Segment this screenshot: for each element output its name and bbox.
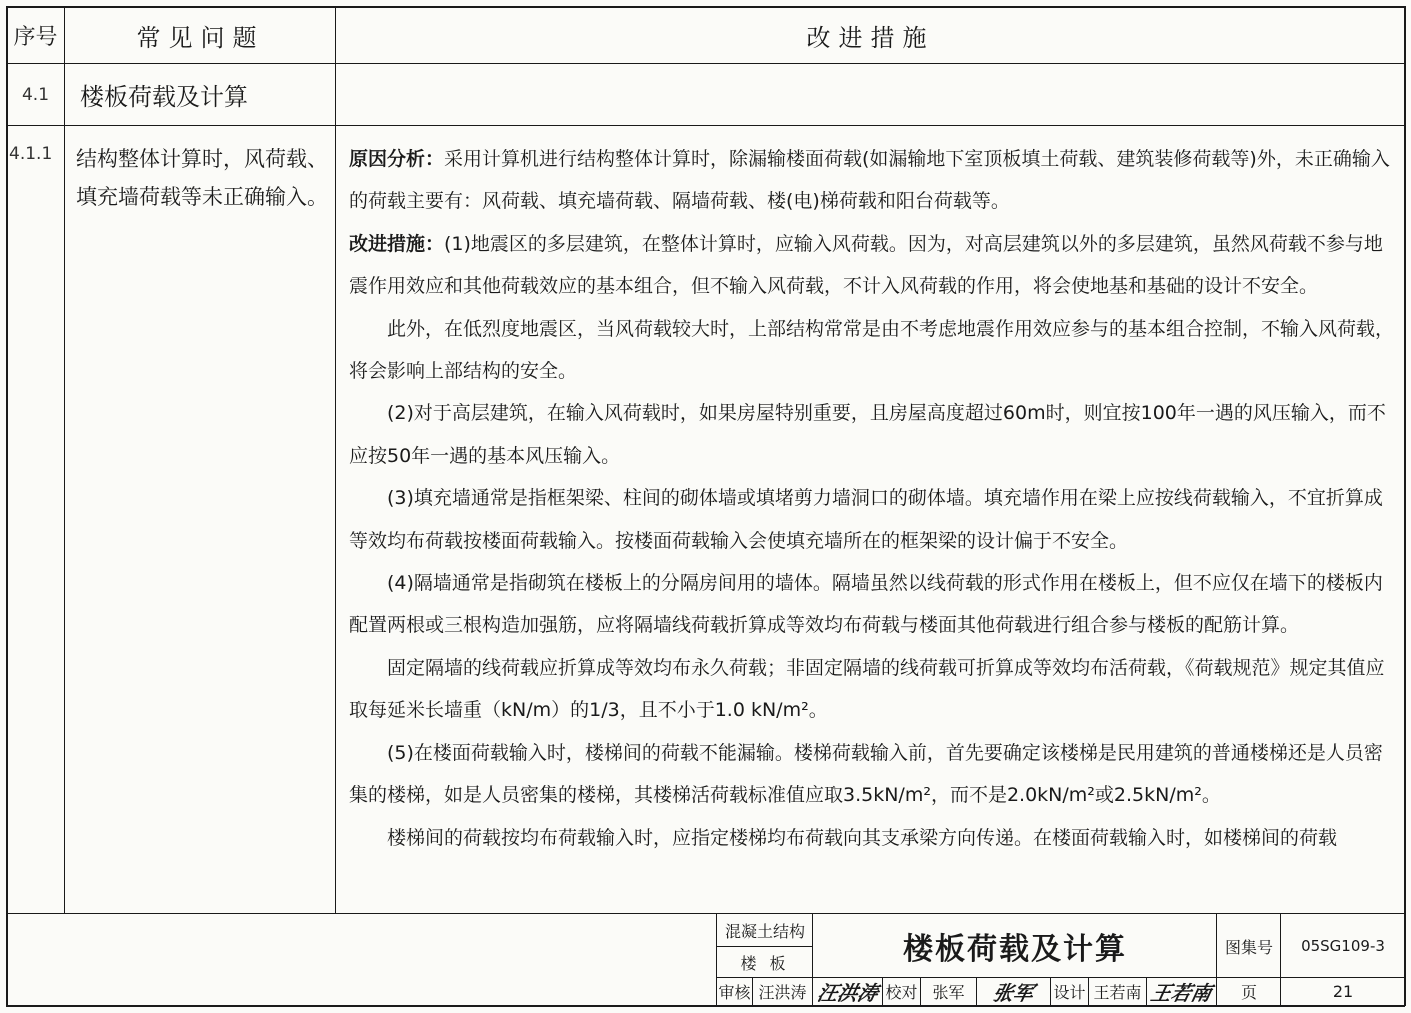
tb-divider-c (1216, 914, 1217, 1006)
item-problem-line-1: 结构整体计算时，风荷载、 (76, 147, 328, 171)
tb-category-1: 混凝土结构 (724, 922, 805, 941)
tb-reviewer: 汪洪涛 (758, 983, 807, 1002)
item-problem-line-2: 填充墙荷载等未正确输入。 (76, 185, 328, 209)
tb-checker: 张军 (932, 983, 965, 1002)
header-measure: 改进措施 (806, 24, 935, 52)
tb-divider-b (812, 914, 813, 977)
paragraph-text: (1)地震区的多层建筑，在整体计算时，应输入风荷载。因为，对高层建筑以外的多层建筑，虽然风荷载不参与地震作用效应和其他荷载效应的基本组合，但不输入风荷载，不计入风荷载的作用，将会使地基和基础的设计不安全。 (349, 232, 1383, 298)
paragraph-measure-1b: 此外，在低烈度地震区，当风荷载较大时，上部结构常常是由不考虑地震作用效应参与的基本组合控制，不输入风荷载，将会影响上部结构的安全。 (349, 317, 1395, 383)
tb-divider-d (1280, 914, 1281, 1006)
paragraph-measure-5b: 楼梯间的荷载按均布荷载输入时，应指定楼梯均布荷载向其支承梁方向传递。在楼面荷载输入时，如楼梯间的荷载 (387, 826, 1338, 849)
lead-measure: 改进措施： (349, 232, 445, 255)
tb-review-label: 审核 (718, 983, 751, 1002)
tb-title: 楼板荷载及计算 (903, 932, 1127, 967)
section-number: 4.1 (21, 84, 50, 105)
paragraph-text: 采用计算机进行结构整体计算时，除漏输楼面荷载(如漏输地下室顶板填土荷载、建筑装修荷载等)外，未正确输入的荷载主要有：风荷载、填充墙荷载、隔墙荷载、楼(电)梯荷载和阳台荷载等。 (349, 148, 1390, 213)
tb-page-label: 页 (1240, 983, 1257, 1002)
tb-checker-signature: 张军 (990, 981, 1036, 1005)
tb-reviewer-signature: 汪洪涛 (815, 981, 881, 1005)
paragraph-measure-3: (3)填充墙通常是指框架梁、柱间的砌体墙或填堵剪力墙洞口的砌体墙。填充墙作用在梁上应按线荷载输入，不宜折算成等效均布荷载按楼面荷载输入。按楼面荷载输入会使填充墙所在的框架梁的设计偏于不安全。 (349, 487, 1383, 552)
measure-body (349, 138, 1394, 859)
section-title: 楼板荷载及计算 (80, 83, 248, 111)
paragraph-measure-1 (349, 223, 1394, 308)
tb-design-label: 设计 (1053, 983, 1086, 1002)
item-problem (76, 140, 331, 216)
frame-left (6, 6, 8, 1006)
item-number: 4.1.1 (9, 144, 53, 164)
col-divider-2 (335, 6, 336, 914)
frame-right (1404, 6, 1406, 1006)
paragraph-measure-5: (5)在楼面荷载输入时，楼梯间的荷载不能漏输。楼梯荷载输入前，首先要确定该楼梯是民用建筑的普通楼梯还是人员密集的楼梯，如是人员密集的楼梯，其楼梯活荷载标准值应取3.5kN/m²，而不是2.0kN/m²或2.5kN/m²。 (349, 741, 1383, 807)
header-problem: 常见问题 (136, 24, 265, 52)
paragraph-cause (349, 138, 1394, 223)
tb-category-2: 楼 板 (740, 953, 790, 973)
paragraph-measure-4b: 固定隔墙的线荷载应折算成等效均布永久荷载；非固定隔墙的线荷载可折算成等效均布活荷载，《荷载规范》规定其值应取每延米长墙重（kN/m）的1/3，且不小于1.0 kN/m²。 (349, 656, 1385, 722)
paragraph-measure-4: (4)隔墙通常是指砌筑在楼板上的分隔房间用的墙体。隔墙虽然以线荷载的形式作用在楼板上，但不应仅在墙下的楼板内配置两根或三根构造加强筋，应将隔墙线荷载折算成等效均布荷载与楼面其他荷载进行组合参与楼板的配筋计算。 (349, 572, 1383, 637)
paragraph-measure-2: (2)对于高层建筑，在输入风荷载时，如果房屋特别重要，且房屋高度超过60m时，则宜按100年一遇的风压输入，而不应按50年一遇的基本风压输入。 (349, 402, 1386, 467)
body-bottom-rule (6, 913, 1405, 914)
section-rule (6, 125, 1405, 126)
col-divider-1 (64, 6, 65, 914)
tb-designer: 王若南 (1093, 983, 1142, 1002)
tb-atlas-number: 05SG109-3 (1301, 937, 1385, 955)
tb-page-number: 21 (1332, 982, 1354, 1001)
tb-check-label: 校对 (885, 983, 918, 1002)
lead-cause: 原因分析： (349, 148, 445, 170)
tb-atlas-label: 图集号 (1224, 937, 1273, 957)
header-number: 序号 (13, 25, 58, 50)
tb-designer-signature: 王若南 (1148, 981, 1214, 1005)
